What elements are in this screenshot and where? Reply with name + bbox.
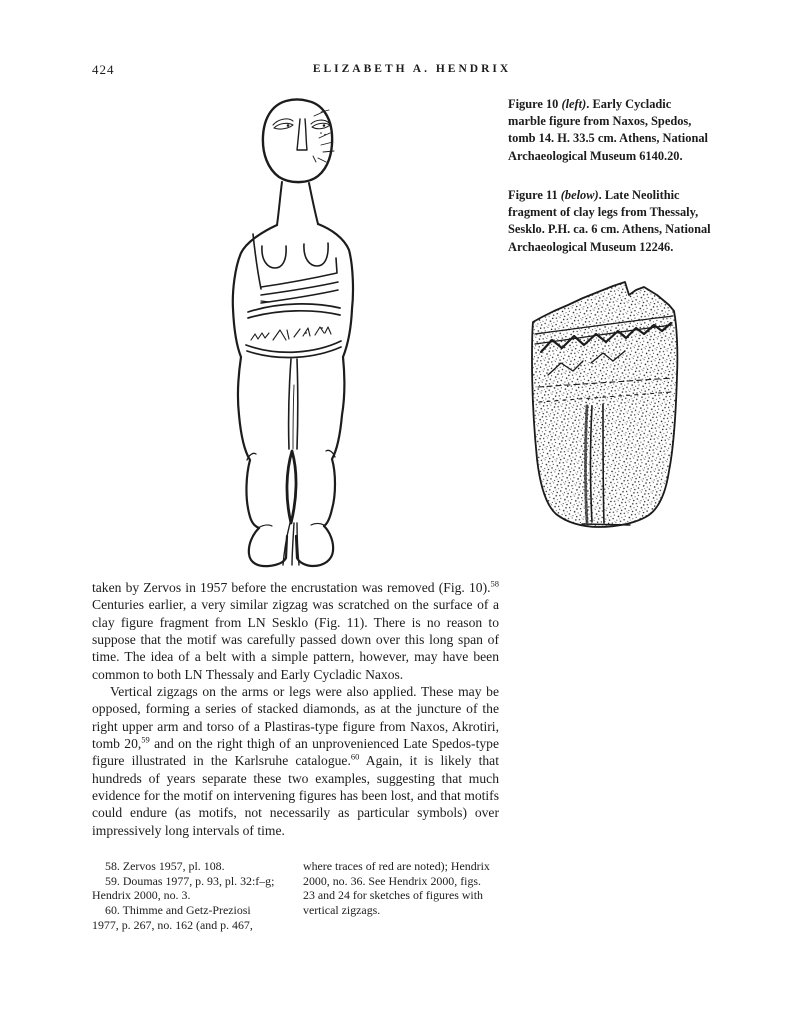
feet-outline xyxy=(249,526,333,566)
footnote-line: 23 and 24 for sketches of figures with xyxy=(303,888,483,903)
footnote-line: vertical zigzags. xyxy=(303,903,381,918)
paragraph-1-text: taken by Zervos in 1957 before the encrustation was removed (Fig. 10). xyxy=(92,580,491,595)
neck-lines xyxy=(277,182,318,225)
caption-11-label: Figure 11 xyxy=(508,188,558,202)
paragraph-2-text-cont: and on the right thigh of an unprovenienced Late Spedos-type figure illustrated in the Karlsruhe catalogue. xyxy=(92,736,499,769)
caption-figure-10 xyxy=(508,96,712,165)
paragraph-2 xyxy=(92,683,499,839)
paragraph-1-text-cont: Centuries earlier, a very similar zigzag was scratched on the surface of a clay figure fragment from LN Sesklo (Fig. 11). There is no reason to suppose that the motif was carefully passed down over this long span of time. The idea of a belt with a simple pattern, however, may have been common to both LN Thessaly and Early Cycladic Naxos. xyxy=(92,597,499,682)
body-outline-left xyxy=(233,225,277,528)
fragment-bottom-line xyxy=(582,524,630,525)
body-text xyxy=(92,579,499,839)
page-number: 424 xyxy=(92,62,115,77)
paragraph-1 xyxy=(92,579,499,683)
breast-arcs xyxy=(262,243,328,268)
caption-10-label: Figure 10 xyxy=(508,97,559,111)
left-eye xyxy=(273,119,293,129)
caption-11-placement: (below) xyxy=(560,188,599,202)
footnotes-left-column xyxy=(92,859,297,933)
footnote-ref-59: 59 xyxy=(141,734,150,745)
figure10-drawing xyxy=(231,95,357,575)
nose xyxy=(297,119,307,150)
body-outline-right xyxy=(318,224,353,526)
knee-lens-opening xyxy=(287,451,296,523)
caption-11-text: . Late Neolithic fragment of clay legs from Thessaly, Sesklo. P.H. ca. 6 cm. Athens, National Archaeological Museum 12246. xyxy=(508,188,711,254)
figure11-drawing xyxy=(526,280,682,532)
paragraph-2-text: Vertical zigzags on the arms or legs were also applied. These may be opposed, forming a series of stacked diamonds, as at the juncture of the right upper arm and torso of a Plastiras-type figure from Naxos, Akrotiri, tomb 20, xyxy=(92,684,499,752)
caption-10-text: . Early Cycladic marble figure from Naxos, Spedos, tomb 14. H. 33.5 cm. Athens, National Archaeological Museum 6140.20. xyxy=(508,97,708,163)
footnote-line: 2000, no. 36. See Hendrix 2000, figs. xyxy=(303,873,482,888)
paragraph-2-text-end: Again, it is likely that hundreds of years separate these two examples, suggesting that much evidence for the motif on intervening figures has been lost, and that motifs could endure (as motifs, not necessarily as particular symbols) over impressively long intervals of time. xyxy=(92,753,499,838)
right-eye xyxy=(311,120,330,135)
caption-10-placement: (left) xyxy=(561,97,587,111)
footnote-line: 58. Zervos 1957, pl. 108. xyxy=(105,859,225,873)
footnote-line: where traces of red are noted); Hendrix xyxy=(303,859,490,873)
caption-figure-11 xyxy=(508,187,712,256)
leg-cleft-lines xyxy=(289,359,298,449)
folded-arms-lines xyxy=(253,234,338,303)
footnote-line: 60. Thimme and Getz-Preziosi xyxy=(105,903,251,918)
footnote-ref-60: 60 xyxy=(350,751,360,762)
footnote-line: 1977, p. 267, no. 162 (and p. 467, xyxy=(92,917,253,932)
footnotes-right-column xyxy=(303,859,499,918)
zigzag-belt-motif xyxy=(251,327,331,340)
running-head: ELIZABETH A. HENDRIX xyxy=(312,63,512,75)
footnote-line: Hendrix 2000, no. 3. xyxy=(92,888,191,903)
footnote-ref-58: 58 xyxy=(490,578,499,589)
footnote-line: 59. Doumas 1977, p. 93, pl. 32:f–g; xyxy=(105,873,275,888)
